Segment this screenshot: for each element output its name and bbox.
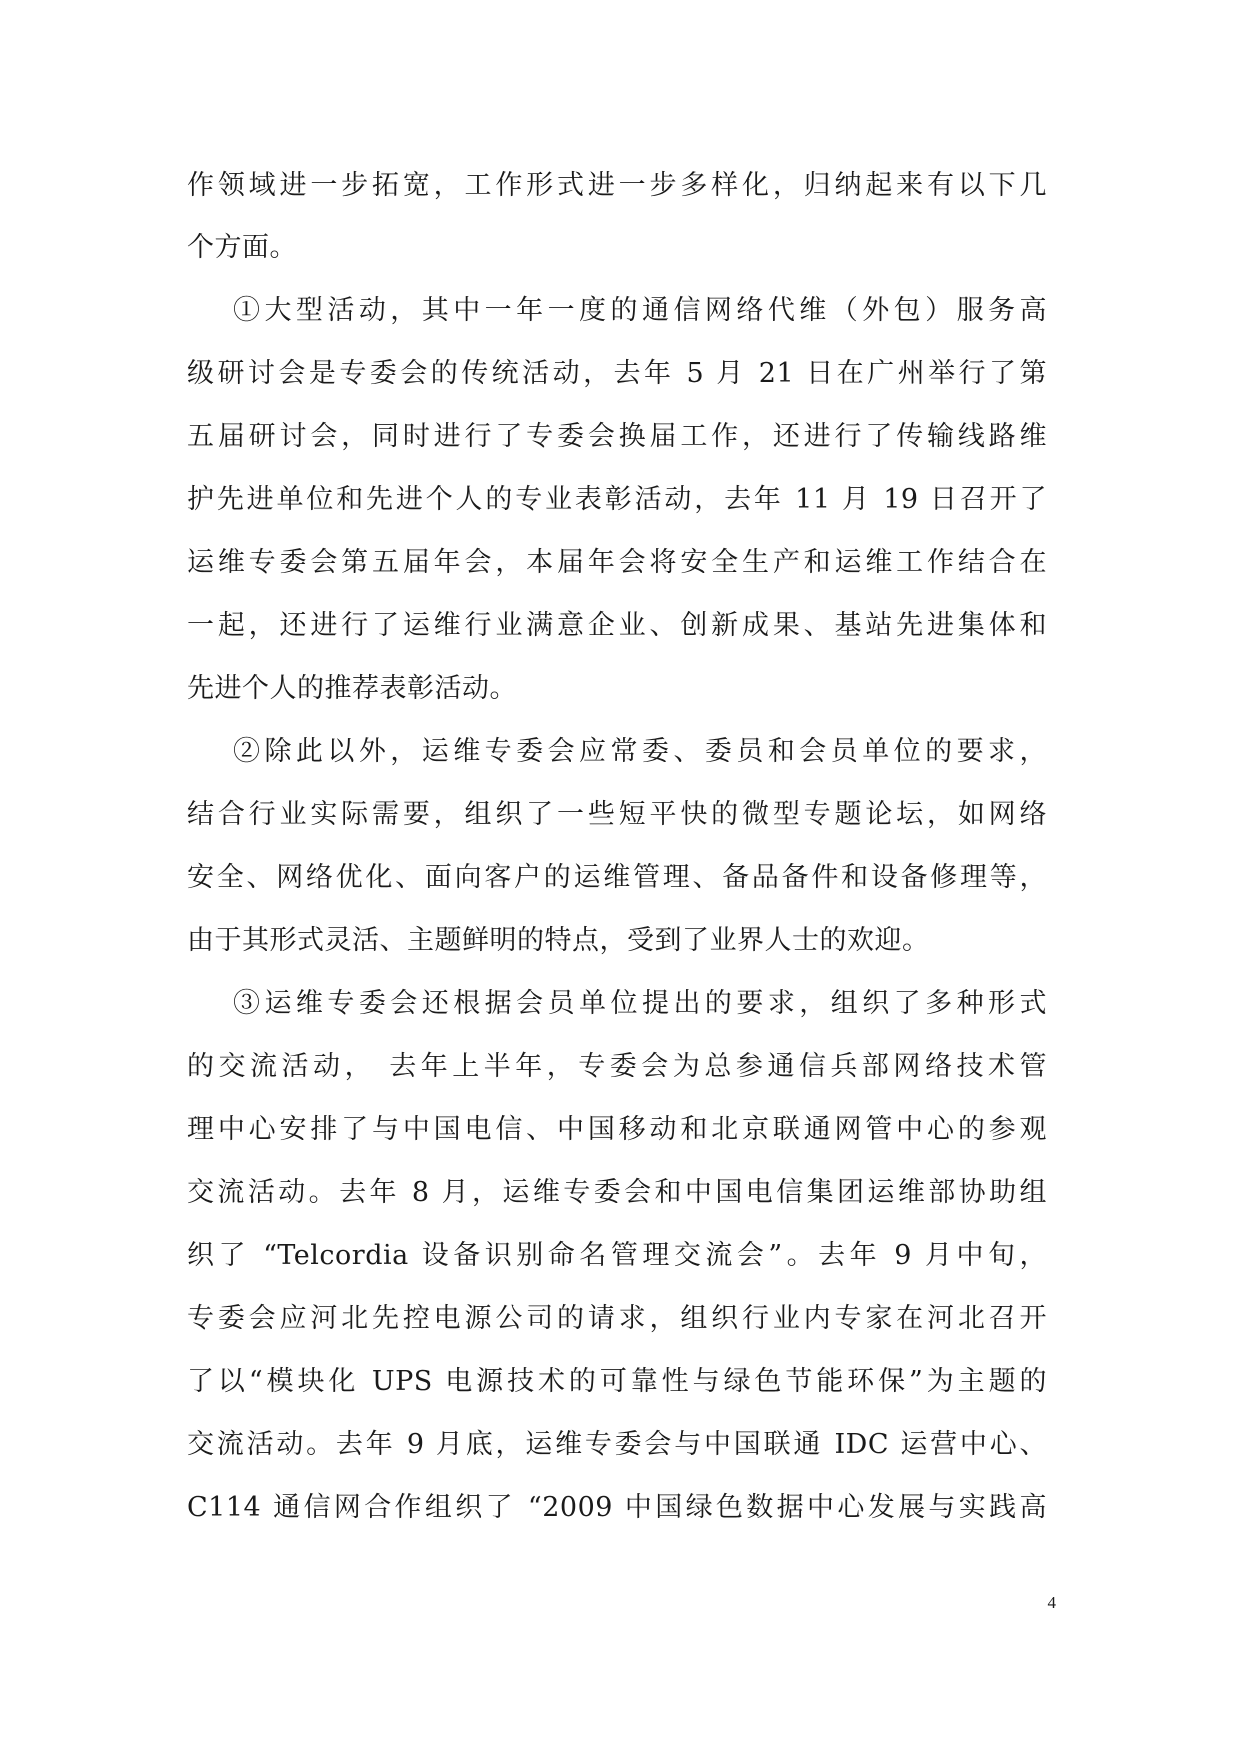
text-line-19: 专委会应河北先控电源公司的请求，组织行业内专家在河北召开 bbox=[187, 1303, 1047, 1334]
text-line-17: 交流活动。去年 8 月，运维专委会和中国电信集团运维部协助组 bbox=[187, 1177, 1047, 1208]
text-line-12: 安全、网络优化、面向客户的运维管理、备品备件和设备修理等， bbox=[187, 862, 1047, 893]
text-line-13: 由于其形式灵活、主题鲜明的特点，受到了业界人士的欢迎。 bbox=[187, 925, 930, 956]
text-line-20: 了以“模块化 UPS 电源技术的可靠性与绿色节能环保”为主题的 bbox=[187, 1366, 1047, 1397]
text-line-21: 交流活动。去年 9 月底，运维专委会与中国联通 IDC 运营中心、 bbox=[187, 1429, 1047, 1460]
text-line-16: 理中心安排了与中国电信、中国移动和北京联通网管中心的参观 bbox=[187, 1114, 1047, 1145]
text-line-7: 运维专委会第五届年会，本届年会将安全生产和运维工作结合在 bbox=[187, 547, 1047, 578]
text-line-6: 护先进单位和先进个人的专业表彰活动，去年 11 月 19 日召开了 bbox=[187, 484, 1047, 515]
text-line-5: 五届研讨会，同时进行了专委会换届工作，还进行了传输线路维 bbox=[187, 421, 1047, 452]
text-line-9: 先进个人的推荐表彰活动。 bbox=[187, 673, 517, 704]
text-line-14: ③运维专委会还根据会员单位提出的要求，组织了多种形式 bbox=[233, 988, 1047, 1019]
page-number: 4 bbox=[1047, 1593, 1056, 1612]
text-line-10: ②除此以外，运维专委会应常委、委员和会员单位的要求， bbox=[233, 736, 1047, 767]
text-line-18: 织了 “Telcordia 设备识别命名管理交流会”。去年 9 月中旬， bbox=[187, 1240, 1047, 1271]
text-line-15: 的交流活动， 去年上半年，专委会为总参通信兵部网络技术管 bbox=[187, 1051, 1047, 1082]
text-line-8: 一起，还进行了运维行业满意企业、创新成果、基站先进集体和 bbox=[187, 610, 1047, 641]
text-line-2: 个方面。 bbox=[187, 232, 297, 263]
text-line-1: 作领域进一步拓宽，工作形式进一步多样化，归纳起来有以下几 bbox=[187, 170, 1047, 201]
text-line-3: ①大型活动，其中一年一度的通信网络代维（外包）服务高 bbox=[233, 295, 1047, 326]
text-line-4: 级研讨会是专委会的传统活动，去年 5 月 21 日在广州举行了第 bbox=[187, 358, 1047, 389]
text-line-11: 结合行业实际需要，组织了一些短平快的微型专题论坛，如网络 bbox=[187, 799, 1047, 830]
text-line-22: C114 通信网合作组织了 “2009 中国绿色数据中心发展与实践高 bbox=[187, 1492, 1047, 1523]
